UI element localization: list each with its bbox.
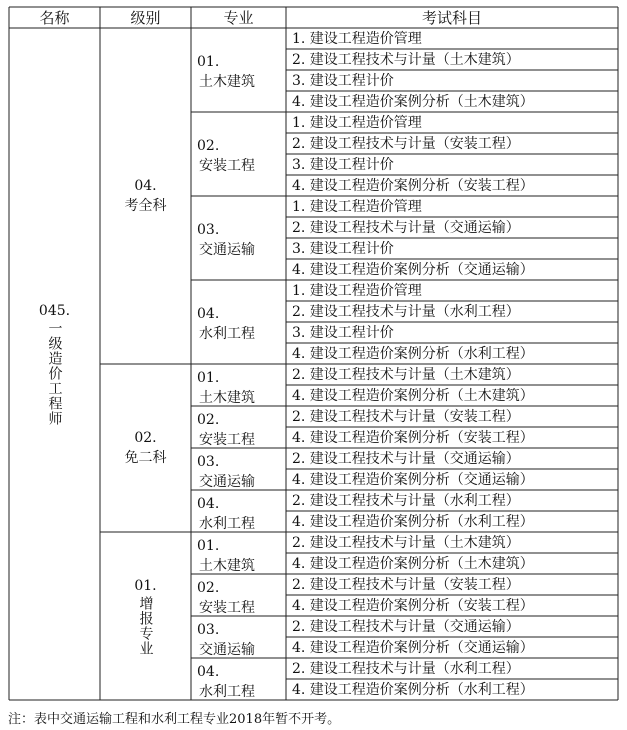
subject-cell: 4. 建设工程造价案例分析（交通运输） — [292, 639, 534, 656]
subject-cell: 4. 建设工程造价案例分析（安装工程） — [292, 597, 534, 614]
name-label: 一级造价工程师 — [46, 321, 63, 426]
specialty-name: 土木建筑 — [199, 390, 255, 406]
subject-cell: 4. 建设工程造价案例分析（交通运输） — [292, 261, 534, 278]
subject-cell: 2. 建设工程技术与计量（水利工程） — [292, 303, 520, 320]
header-name: 名称 — [39, 8, 70, 27]
subject-cell: 2. 建设工程技术与计量（土木建筑） — [292, 534, 520, 551]
subject-cell: 2. 建设工程技术与计量（土木建筑） — [292, 51, 520, 68]
specialty-cell — [191, 490, 286, 532]
subject-cell: 2. 建设工程技术与计量（安装工程） — [292, 135, 520, 152]
subject-cell: 4. 建设工程造价案例分析（安装工程） — [292, 429, 534, 446]
specialty-cell — [191, 112, 286, 196]
specialty-name: 交通运输 — [199, 474, 255, 490]
specialty-number: 04. — [197, 496, 220, 512]
specialty-name: 交通运输 — [199, 642, 255, 658]
subject-cell: 1. 建设工程造价管理 — [292, 30, 422, 47]
name-cell — [9, 28, 100, 699]
header-subjects: 考试科目 — [421, 8, 482, 27]
subject-cell: 4. 建设工程造价案例分析（水利工程） — [292, 681, 534, 698]
specialty-number: 01. — [197, 538, 220, 554]
subject-cell: 2. 建设工程技术与计量（交通运输） — [292, 618, 520, 635]
level-label: 免二科 — [124, 450, 167, 466]
specialty-cell — [191, 28, 286, 112]
subject-cell: 4. 建设工程造价案例分析（水利工程） — [292, 513, 534, 530]
subject-cell: 4. 建设工程造价案例分析（水利工程） — [292, 345, 534, 362]
subject-cell: 4. 建设工程造价案例分析（交通运输） — [292, 471, 534, 488]
subject-cell: 3. 建设工程计价 — [292, 324, 394, 341]
specialty-number: 02. — [197, 412, 220, 428]
subject-cell: 1. 建设工程造价管理 — [292, 114, 422, 131]
specialty-name: 水利工程 — [199, 516, 255, 532]
footnote: 注：表中交通运输工程和水利工程专业2018年暂不开考。 — [8, 712, 341, 727]
subject-cell: 2. 建设工程技术与计量（水利工程） — [292, 492, 520, 509]
level-number: 02. — [134, 430, 157, 446]
subject-cell: 2. 建设工程技术与计量（土木建筑） — [292, 366, 520, 383]
specialty-cell — [191, 364, 286, 406]
specialty-number: 01. — [197, 370, 220, 386]
specialty-cell — [191, 280, 286, 364]
specialty-cell — [191, 196, 286, 280]
subject-cell: 2. 建设工程技术与计量（交通运输） — [292, 450, 520, 467]
level-number: 01. — [134, 578, 157, 594]
specialty-cell — [191, 616, 286, 658]
subject-cell: 2. 建设工程技术与计量（交通运输） — [292, 219, 520, 236]
specialty-cell — [191, 658, 286, 700]
specialty-number: 04. — [197, 664, 220, 680]
subject-cell: 3. 建设工程计价 — [292, 72, 394, 89]
specialty-name: 安装工程 — [199, 158, 255, 174]
subject-cell: 2. 建设工程技术与计量（水利工程） — [292, 660, 520, 677]
specialty-number: 02. — [197, 580, 220, 596]
specialty-name: 交通运输 — [199, 242, 255, 258]
specialty-name: 水利工程 — [199, 684, 255, 700]
specialty-name: 水利工程 — [199, 326, 255, 342]
specialty-number: 04. — [197, 306, 220, 322]
specialty-cell — [191, 532, 286, 574]
subject-cell: 2. 建设工程技术与计量（安装工程） — [292, 408, 520, 425]
level-cell — [100, 532, 191, 700]
specialty-number: 03. — [197, 222, 220, 238]
level-number: 04. — [134, 178, 157, 194]
specialty-number: 03. — [197, 454, 220, 470]
specialty-number: 01. — [197, 54, 220, 70]
subject-cell: 3. 建设工程计价 — [292, 240, 394, 257]
header-specialty: 专业 — [223, 8, 254, 27]
specialty-cell — [191, 574, 286, 616]
level-cell — [100, 364, 191, 532]
subject-cell: 4. 建设工程造价案例分析（土木建筑） — [292, 93, 534, 110]
specialty-name: 安装工程 — [199, 600, 255, 616]
subject-cell: 1. 建设工程造价管理 — [292, 282, 422, 299]
specialty-number: 02. — [197, 138, 220, 154]
header-level: 级别 — [130, 8, 161, 27]
subject-cell: 1. 建设工程造价管理 — [292, 198, 422, 215]
specialty-name: 土木建筑 — [199, 74, 255, 90]
specialty-number: 03. — [197, 622, 220, 638]
specialty-cell — [191, 448, 286, 490]
specialty-name: 土木建筑 — [199, 558, 255, 574]
specialty-name: 安装工程 — [199, 432, 255, 448]
subject-cell: 2. 建设工程技术与计量（安装工程） — [292, 576, 520, 593]
specialty-cell — [191, 406, 286, 448]
name-number: 045. — [38, 303, 71, 319]
level-label: 增报专业 — [137, 596, 154, 656]
subject-cell: 4. 建设工程造价案例分析（土木建筑） — [292, 387, 534, 404]
level-cell — [100, 28, 191, 364]
level-label: 考全科 — [124, 198, 167, 214]
subject-cell: 3. 建设工程计价 — [292, 156, 394, 173]
subject-cell: 4. 建设工程造价案例分析（土木建筑） — [292, 555, 534, 572]
subject-cell: 4. 建设工程造价案例分析（安装工程） — [292, 177, 534, 194]
